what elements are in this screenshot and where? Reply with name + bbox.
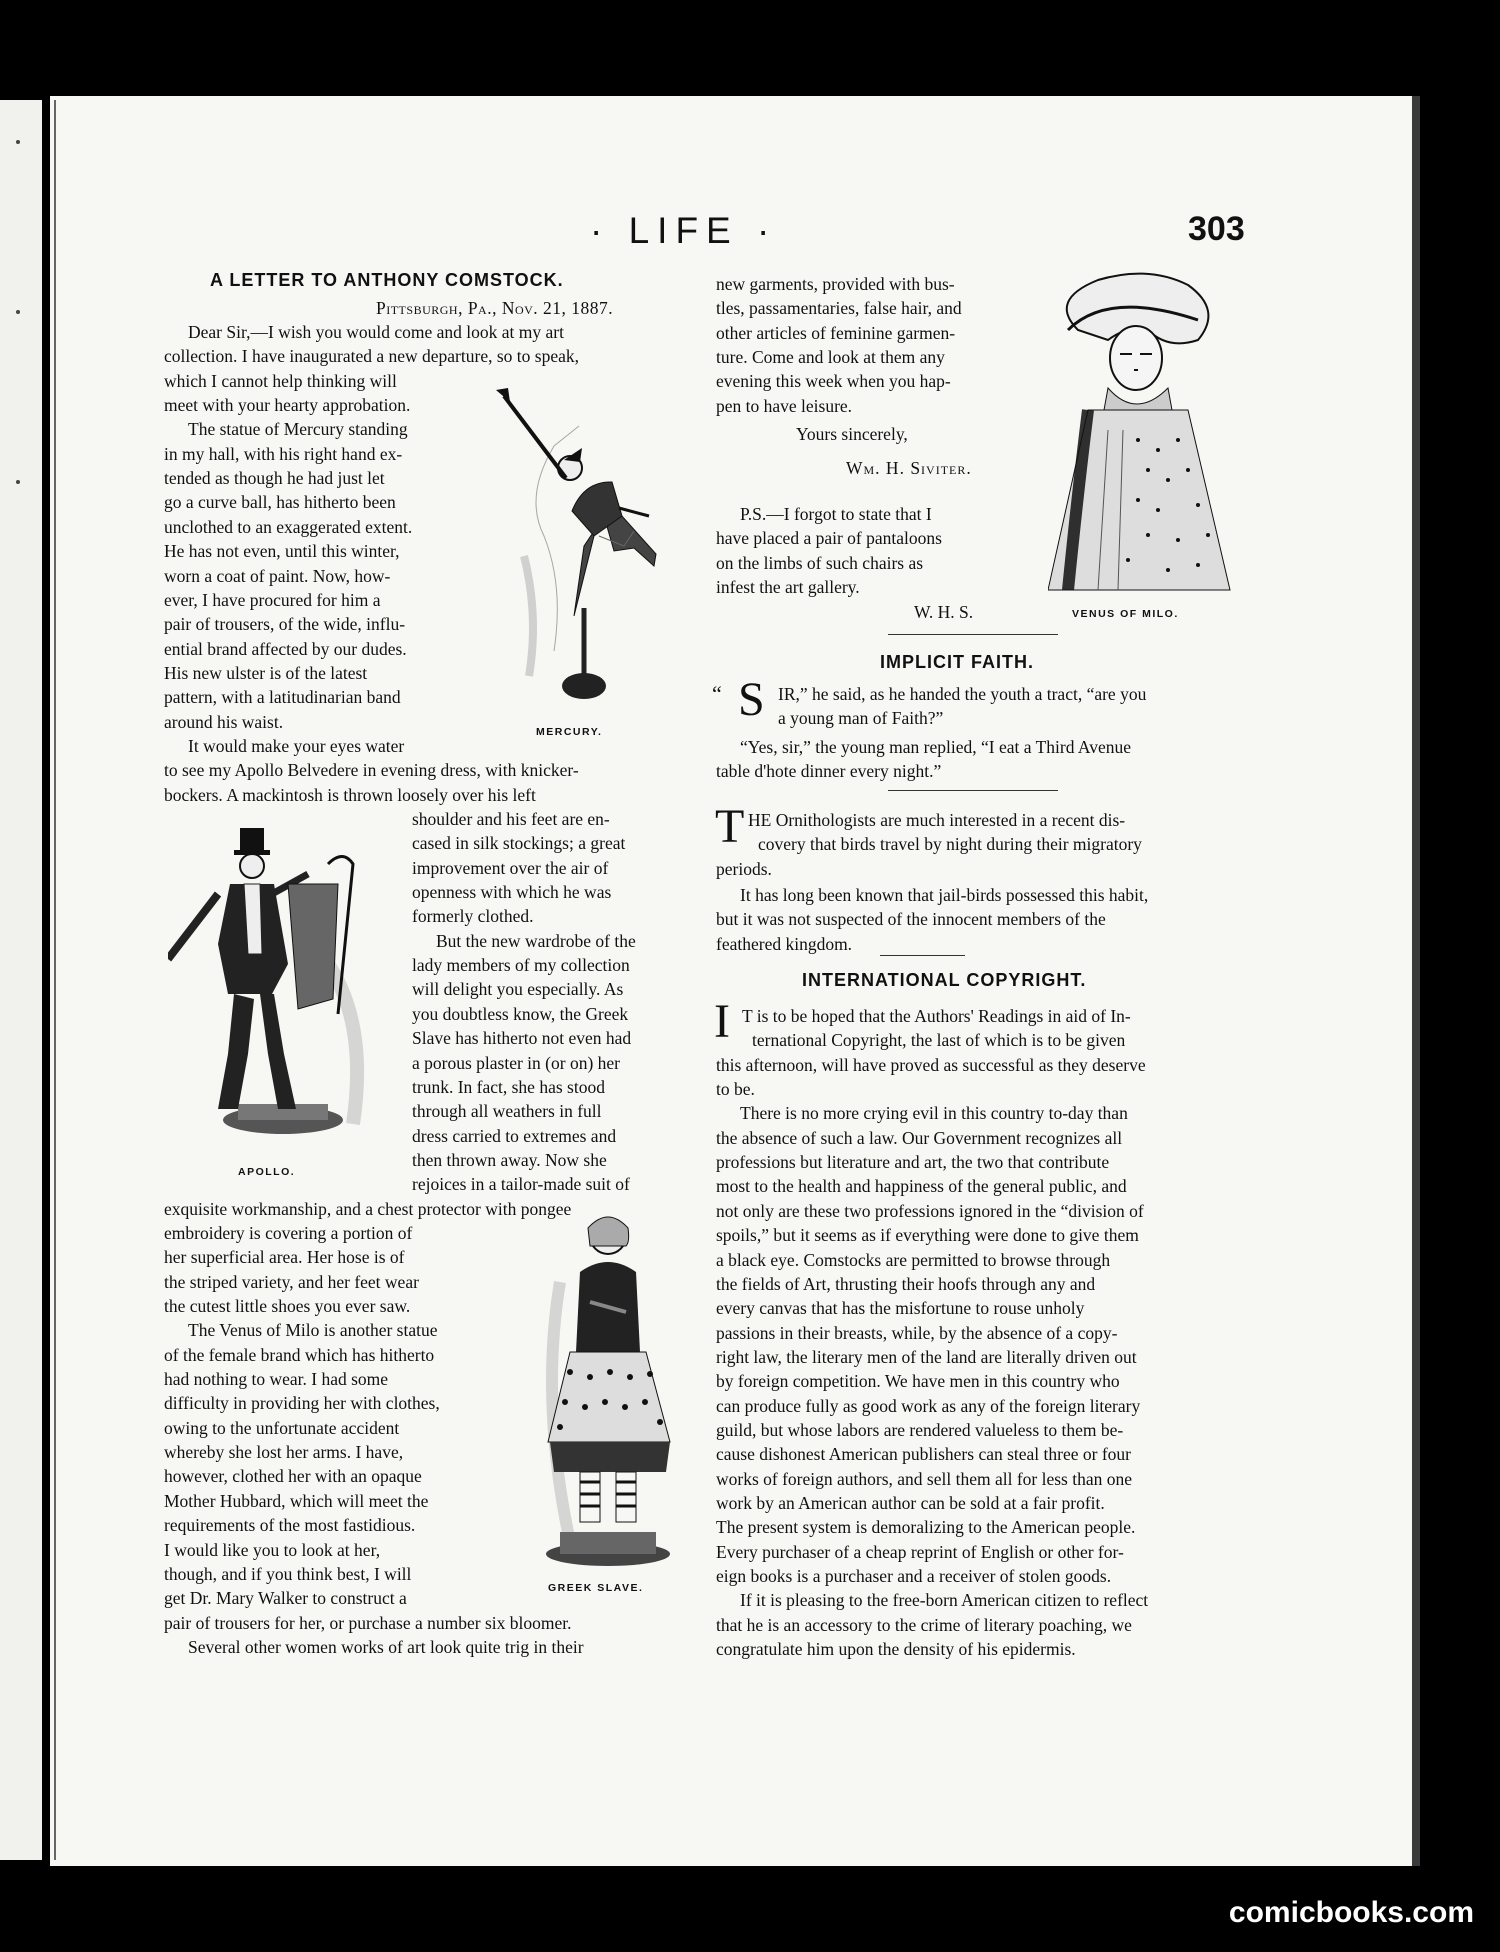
text-line: which I cannot help thinking will [164,370,397,391]
implicit-faith-quote-mark: “ [712,681,724,706]
text-line: every canvas that has the misfortune to rouse unholy [716,1298,1085,1319]
text-line: meet with your hearty approbation. [164,395,411,416]
venus-caption: VENUS OF MILO. [1072,608,1179,620]
text-line: have placed a pair of pantaloons [716,528,942,549]
implicit-faith-dropcap: S [738,673,765,726]
text-line: get Dr. Mary Walker to construct a [164,1588,407,1609]
text-line: through all weathers in full [412,1101,602,1122]
text-line: Mother Hubbard, which will meet the [164,1490,429,1511]
text-line: unclothed to an exaggerated extent. [164,516,413,537]
text-line: requirements of the most fastidious. [164,1515,416,1536]
text-line: difficulty in providing her with clothes, [164,1393,440,1414]
text-line: ture. Come and look at them any [716,347,945,368]
text-line: cased in silk stockings; a great [412,833,626,854]
text-line: tles, passamentaries, false hair, and [716,298,962,319]
text-line: trunk. In fact, she has stood [412,1076,605,1097]
text-line: this afternoon, will have proved as successful as they deserve [716,1054,1146,1075]
text-line: pair of trousers, of the wide, influ- [164,614,406,635]
text-line: It would make your eyes water [188,735,405,756]
text-line: guild, but whose labors are rendered valueless to them be- [716,1419,1124,1440]
text-line: P.S.—I forgot to state that I [740,504,932,524]
greek-slave-illustration [530,1202,685,1572]
text-line: a young man of Faith?” [778,708,944,729]
text-line: congratulate him upon the density of his epidermis. [716,1639,1076,1660]
text-line: The present system is demoralizing to the American people. [716,1517,1136,1538]
text-line: new garments, provided with bus- [716,274,955,294]
text-line: the striped variety, and her feet wear [164,1271,419,1292]
text-line: you doubtless know, the Greek [412,1003,629,1024]
text-line: whereby she lost her arms. I have, [164,1442,404,1463]
text-line: of the female brand which has hitherto [164,1344,435,1365]
text-line: bockers. A mackintosh is thrown loosely over his left [164,784,536,805]
text-line: There is no more crying evil in this country to-day than [740,1103,1128,1124]
text-line: shoulder and his feet are en- [412,809,610,829]
text-line: tended as though he had just let [164,468,385,489]
text-line: worn a coat of paint. Now, how- [164,565,391,586]
text-line: though, and if you think best, I will [164,1563,412,1584]
text-line: not only are these two professions ignored in the “division of [716,1200,1144,1221]
text-line: His new ulster is of the latest [164,662,368,683]
text-line: spoils,” but it seems as if everything were done to give them [716,1225,1139,1246]
text-line: right law, the literary men of the land are literally driven out [716,1346,1137,1367]
text-line: He has not even, until this winter, [164,541,400,562]
text-line: It has long been known that jail-birds possessed this habit, [740,885,1149,906]
apollo-caption: APOLLO. [238,1166,296,1178]
text-line: a black eye. Comstocks are permitted to browse through [716,1249,1111,1270]
text-line: Several other women works of art look quite trig in their [188,1636,584,1657]
text-line: HE Ornithologists are much interested in a recent dis- [748,810,1126,830]
text-line: ever, I have procured for him a [164,589,381,610]
page-number: 303 [1188,210,1245,248]
text-line: to be. [716,1079,755,1100]
letter-title: A LETTER TO ANTHONY COMSTOCK. [210,270,564,290]
text-line: formerly clothed. [412,906,534,927]
text-line: her superficial area. Her hose is of [164,1247,405,1268]
text-line: had nothing to wear. I had some [164,1369,389,1390]
previous-page-edge [0,100,42,1860]
text-line: pair of trousers for her, or purchase a number six bloomer. [164,1612,572,1633]
text-line: “Yes, sir,” the young man replied, “I eat a Third Avenue [740,736,1131,757]
text-line: Dear Sir,—I wish you would come and look at my art [188,322,564,342]
text-line: periods. [716,858,772,879]
mercury-caption: MERCURY. [536,726,603,738]
copyright-title: INTERNATIONAL COPYRIGHT. [802,970,1087,990]
text-line: then thrown away. Now she [412,1149,607,1170]
copyright-dropcap: I [714,995,730,1048]
text-line: The Venus of Milo is another statue [188,1320,438,1341]
text-line: by foreign competition. We have men in this country who [716,1371,1120,1392]
text-line: covery that birds travel by night during their migratory [758,834,1142,855]
text-line: most to the health and happiness of the general public, and [716,1176,1127,1197]
text-line: evening this week when you hap- [716,371,951,392]
implicit-faith-title: IMPLICIT FAITH. [880,652,1034,672]
text-line: lady members of my collection [412,955,630,976]
text-line: IR,” he said, as he handed the youth a tract, “are you [778,684,1147,704]
text-line: collection. I have inaugurated a new departure, so to speak, [164,346,579,367]
postscript-signature: W. H. S. [914,602,974,622]
text-line: in my hall, with his right hand ex- [164,443,403,464]
text-line: rejoices in a tailor-made suit of [412,1174,630,1195]
page-spine [54,100,56,1860]
text-line: pattern, with a latitudinarian band [164,687,401,708]
text-line: table d'hote dinner every night.” [716,761,942,782]
text-line: T is to be hoped that the Authors' Readings in aid of In- [742,1006,1131,1026]
text-line: eign books is a purchaser and a receiver of stolen goods. [716,1566,1112,1587]
letter-dateline: Pittsburgh, Pa., Nov. 21, 1887. [376,298,614,318]
text-line: improvement over the air of [412,857,609,878]
watermark: comicbooks.com [1228,1896,1474,1929]
greek-slave-caption: GREEK SLAVE. [548,1582,644,1594]
text-line: but it was not suspected of the innocent members of the [716,909,1106,930]
text-line: passions in their breasts, while, by the absence of a copy- [716,1322,1118,1343]
text-line: a porous plaster in (or on) her [412,1052,620,1073]
ornithology-dropcap: T [715,800,745,853]
text-line: If it is pleasing to the free-born American citizen to reflect [740,1590,1149,1611]
text-line: exquisite workmanship, and a chest protector with pongee [164,1198,572,1219]
text-line: openness with which he was [412,882,612,903]
text-line: the cutest little shoes you ever saw. [164,1296,411,1316]
text-line: owing to the unfortunate accident [164,1417,400,1438]
text-line: ential brand affected by our dudes. [164,638,407,659]
section-rule [880,955,965,956]
text-line: the absence of such a law. Our Government recognizes all [716,1127,1123,1148]
text-line: But the new wardrobe of the [436,930,636,951]
letter-closing: Yours sincerely, [796,424,908,444]
text-line: The statue of Mercury standing [188,419,408,440]
text-line: Every purchaser of a cheap reprint of English or other for- [716,1541,1124,1562]
text-line: however, clothed her with an opaque [164,1466,422,1487]
text-line: Slave has hitherto not even had [412,1028,632,1049]
text-line: around his waist. [164,711,284,732]
text-line: pen to have leisure. [716,395,853,416]
mercury-illustration [484,386,689,704]
text-line: work by an American author can be sold at a fair profit. [716,1493,1105,1513]
text-line: dress carried to extremes and [412,1125,617,1146]
text-line: go a curve ball, has hitherto been [164,492,396,513]
masthead: · LIFE · [590,210,778,251]
text-line: feathered kingdom. [716,933,853,954]
text-line: the fields of Art, thrusting their hoofs through any and [716,1273,1096,1294]
text-line: infest the art gallery. [716,577,860,598]
text-line: that he is an accessory to the crime of literary poaching, we [716,1614,1132,1635]
section-rule [888,634,1058,635]
text-line: will delight you especially. As [412,979,624,1000]
text-line: professions but literature and art, the two that contribute [716,1152,1110,1173]
text-line: works of foreign authors, and sell them all for less than one [716,1468,1133,1489]
text-line: on the limbs of such chairs as [716,552,924,573]
text-line: can produce fully as good work as any of the foreign literary [716,1395,1141,1416]
venus-illustration [1048,270,1238,602]
text-line: ternational Copyright, the last of which is to be given [752,1030,1126,1051]
text-line: cause dishonest American publishers can steal three or four [716,1444,1132,1465]
text-line: to see my Apollo Belvedere in evening dress, with knicker- [164,760,579,781]
text-line: embroidery is covering a portion of [164,1222,413,1243]
text-line: other articles of feminine garmen- [716,322,956,343]
apollo-illustration [168,824,408,1146]
section-rule [888,790,1058,791]
letter-signature: Wm. H. Siviter. [846,458,972,478]
text-line: I would like you to look at her, [164,1539,381,1560]
